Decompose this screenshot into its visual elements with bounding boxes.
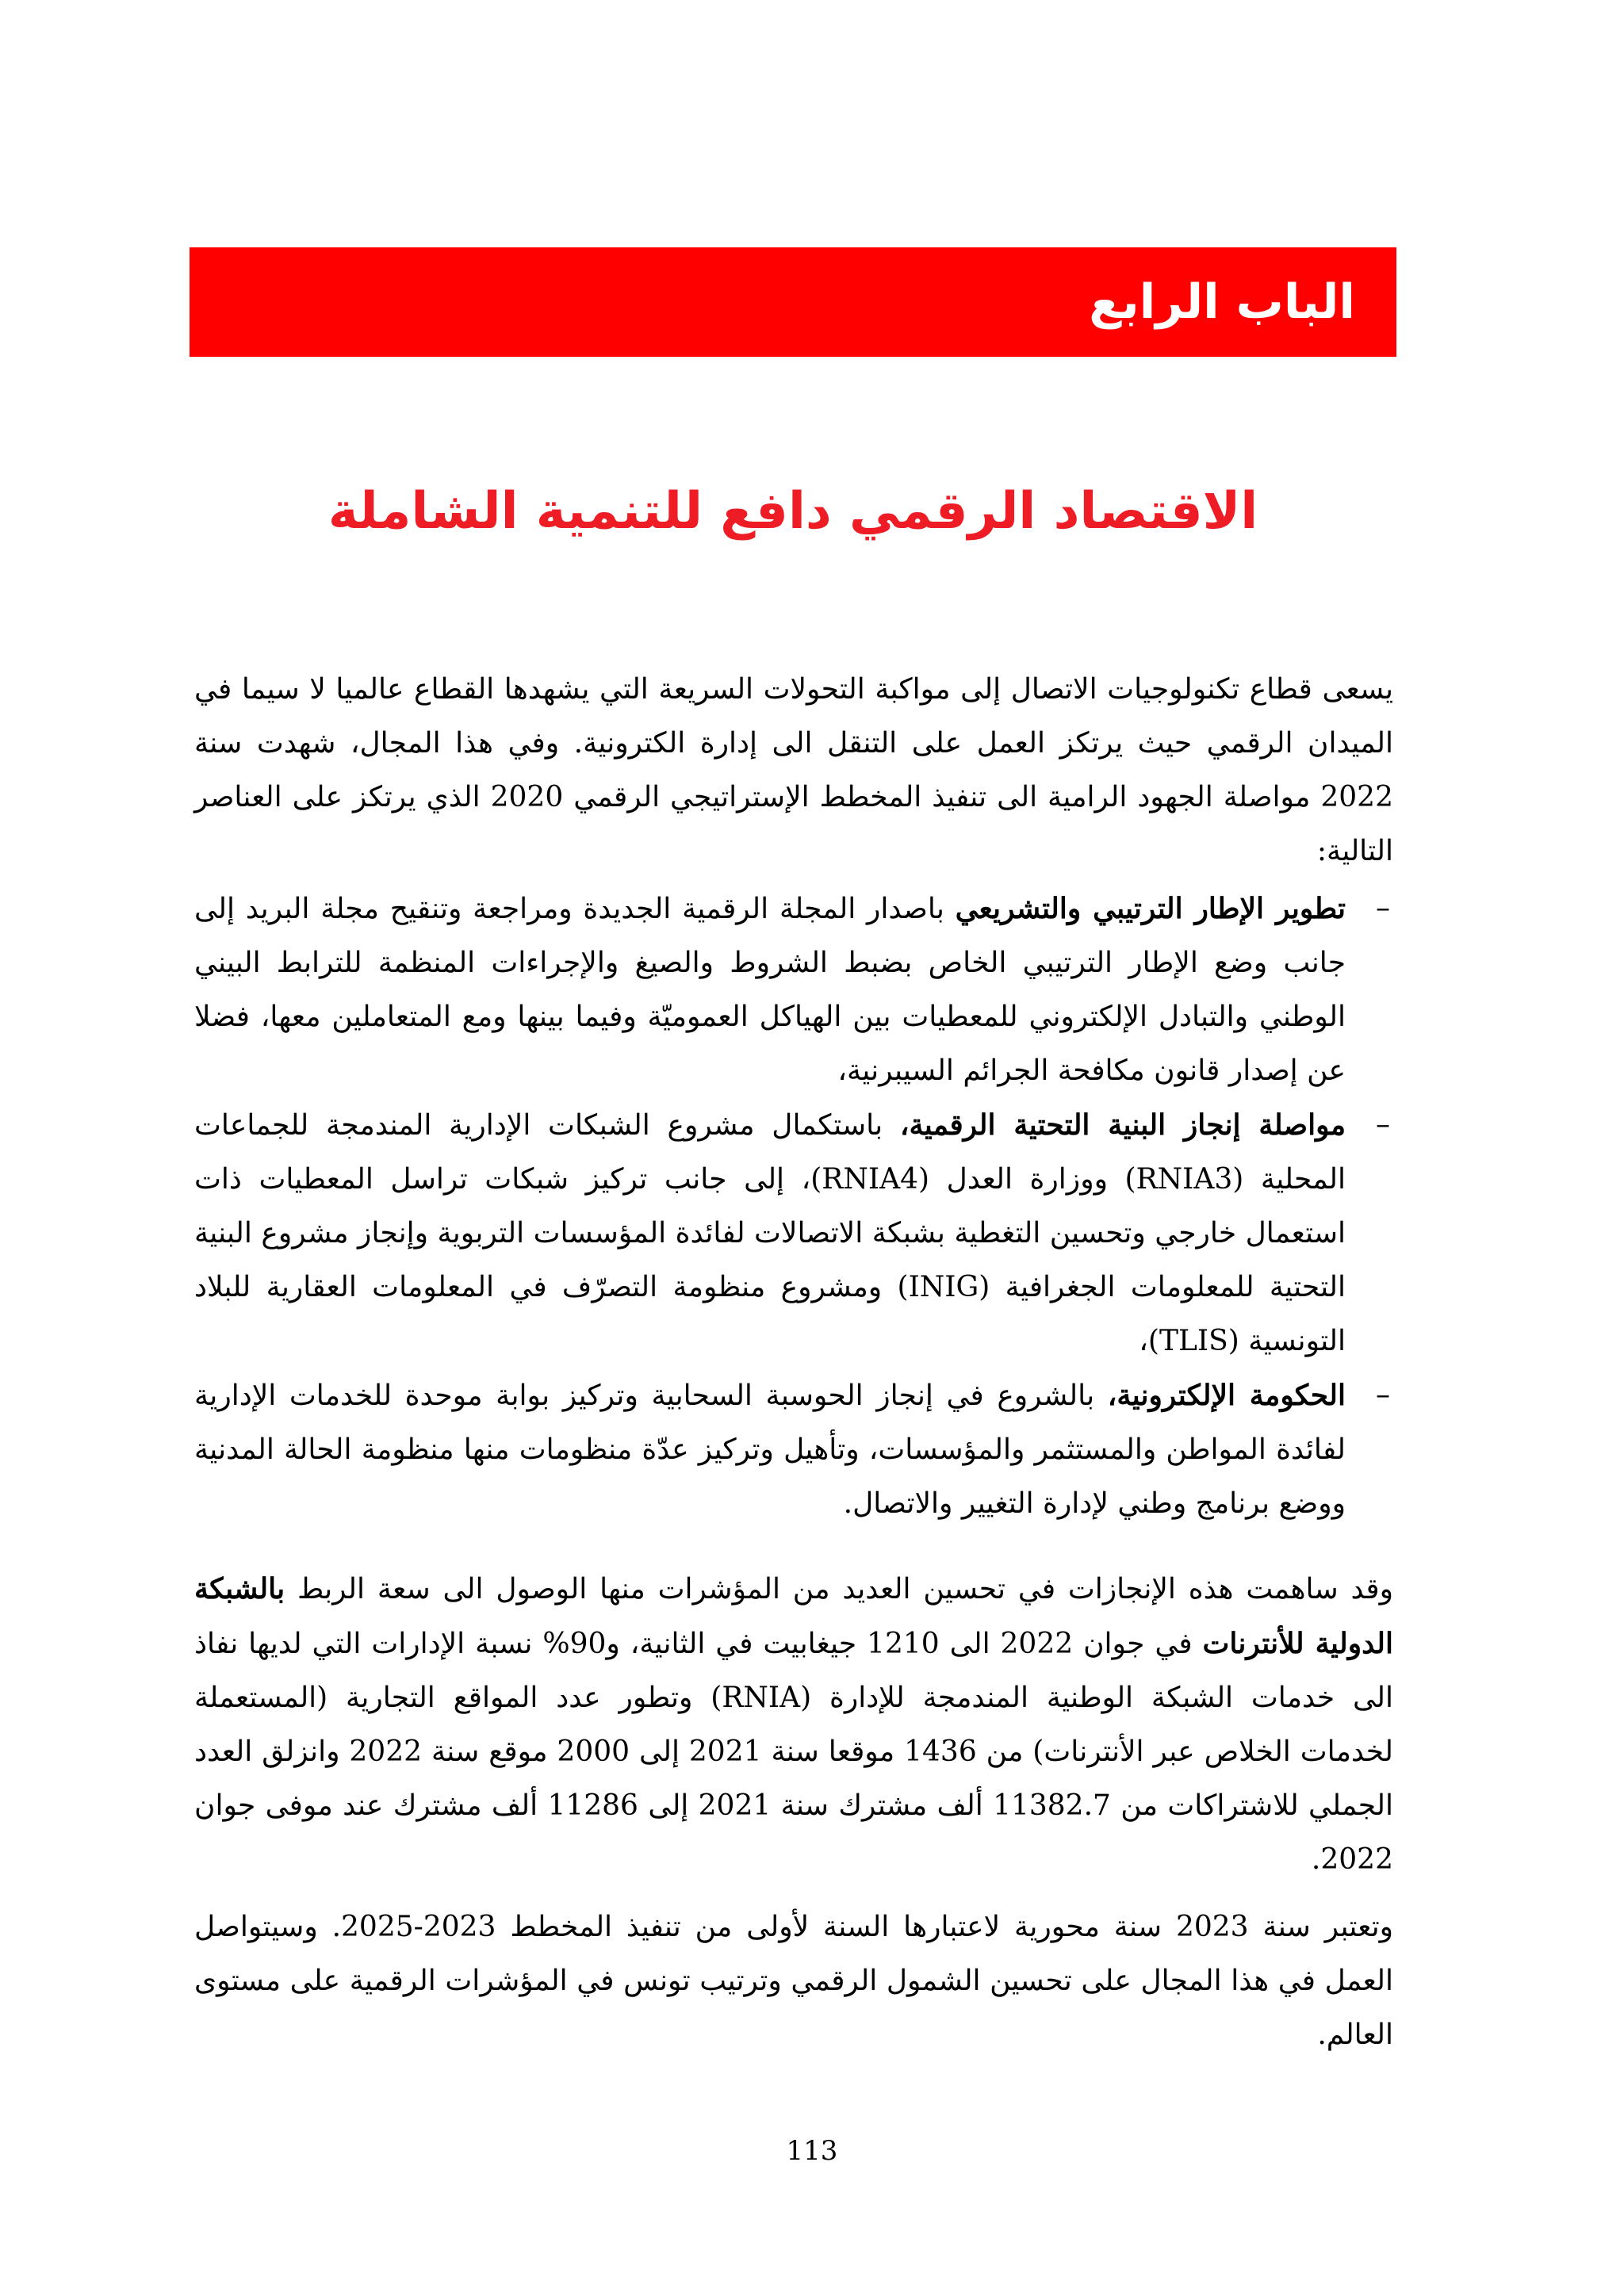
bullet-dash: –	[1376, 1108, 1390, 1141]
bold-phrase: بالشبكة الدولية للأنترنات	[194, 1572, 1393, 1660]
chapter-label: الباب الرابع	[1089, 274, 1355, 330]
bullet-text: باستكمال مشروع الشبكات الإدارية المندمجة للجماعات المحلية (RNIA3) ووزارة العدل (RNIA4)، إلى جانب تركيز شبكات تراسل المعطيات ذات استعمال خارجي وتحسين التغطية بشبكة الاتصالات لفائدة المؤسسات التربوية وإنجاز مشروع البنية التحتية للمعلومات الجغرافية (INIG) ومشروع منظومة التصرّف في المعلومات العقارية للبلاد التونسية (TLIS)،	[194, 1109, 1346, 1357]
page-number: 113	[786, 2135, 838, 2167]
outlook-paragraph: وتعتبر سنة 2023 سنة محورية لاعتبارها السنة لأولى من تنفيذ المخطط 2023-2025. وسيتواصل العمل في هذا المجال على تحسين الشمول الرقمي وترتيب تونس في المؤشرات الرقمية على مستوى العالم.	[194, 1911, 1394, 2051]
paragraph-text: في جوان 2022 الى 1210 جيغابيت في الثانية، و90% نسبة الإدارات التي لديها نفاذ الى خدمات الشبكة الوطنية المندمجة للإدارة (RNIA) وتطور عدد المواقع التجارية (المستعملة لخدمات الخلاص عبر الأنترنات) من 1436 موقعا سنة 2021 إلى 2000 موقع سنة 2022 وانزلق العدد الجملي للاشتراكات من 11382.7 ألف مشترك سنة 2021 إلى 11286 ألف مشترك عند موفى جوان 2022.	[194, 1628, 1393, 1876]
bullet-heading: مواصلة إنجاز البنية التحتية الرقمية،	[899, 1108, 1346, 1142]
bullet-dash: –	[1376, 892, 1390, 924]
bullet-text: باصدار المجلة الرقمية الجديدة ومراجعة وتنقيح مجلة البريد إلى جانب وضع الإطار الترتيبي الخاص بضبط الشروط والصيغ والإجراءات المنظمة للترابط البيني الوطني والتبادل الإلكتروني للمعطيات بين الهياكل العموميّة وفيما بينها ومع المتعاملين معها، فضلا عن إصدار قانون مكافحة الجرائم السيبرنية،	[194, 893, 1346, 1087]
intro-paragraph: يسعى قطاع تكنولوجيات الاتصال إلى مواكبة التحولات السريعة التي يشهدها القطاع عالميا لا سيما في الميدان الرقمي حيث يرتكز العمل على التنقل الى إدارة الكترونية. وفي هذا المجال، شهدت سنة 2022 مواصلة الجهود الرامية الى تنفيذ المخطط الإستراتيجي الرقمي 2020 الذي يرتكز على العناصر التالية:	[194, 673, 1393, 867]
bullet-list	[194, 882, 1393, 1531]
page-title: الاقتصاد الرقمي دافع للتنمية الشاملة	[327, 482, 1258, 541]
bullet-dash: –	[1376, 1379, 1390, 1411]
list-item	[194, 1368, 1393, 1531]
list-item	[194, 882, 1393, 1098]
paragraph-text: وقد ساهمت هذه الإنجازات في تحسين العديد من المؤشرات منها الوصول الى سعة الربط	[285, 1573, 1393, 1605]
bullet-heading: تطوير الإطار الترتيبي والتشريعي	[955, 892, 1346, 925]
chapter-banner	[190, 247, 1396, 357]
bullet-heading: الحكومة الإلكترونية،	[1107, 1379, 1346, 1412]
list-item	[194, 1098, 1393, 1368]
bullet-text: بالشروع في إنجاز الحوسبة السحابية وتركيز بوابة موحدة للخدمات الإدارية لفائدة المواطن والمستثمر والمؤسسات، وتأهيل وتركيز عدّة منظومات منها منظومة الحالة المدنية ووضع برنامج وطني لإدارة التغيير والاتصال.	[194, 1380, 1346, 1520]
achievements-paragraph	[194, 1562, 1393, 1887]
